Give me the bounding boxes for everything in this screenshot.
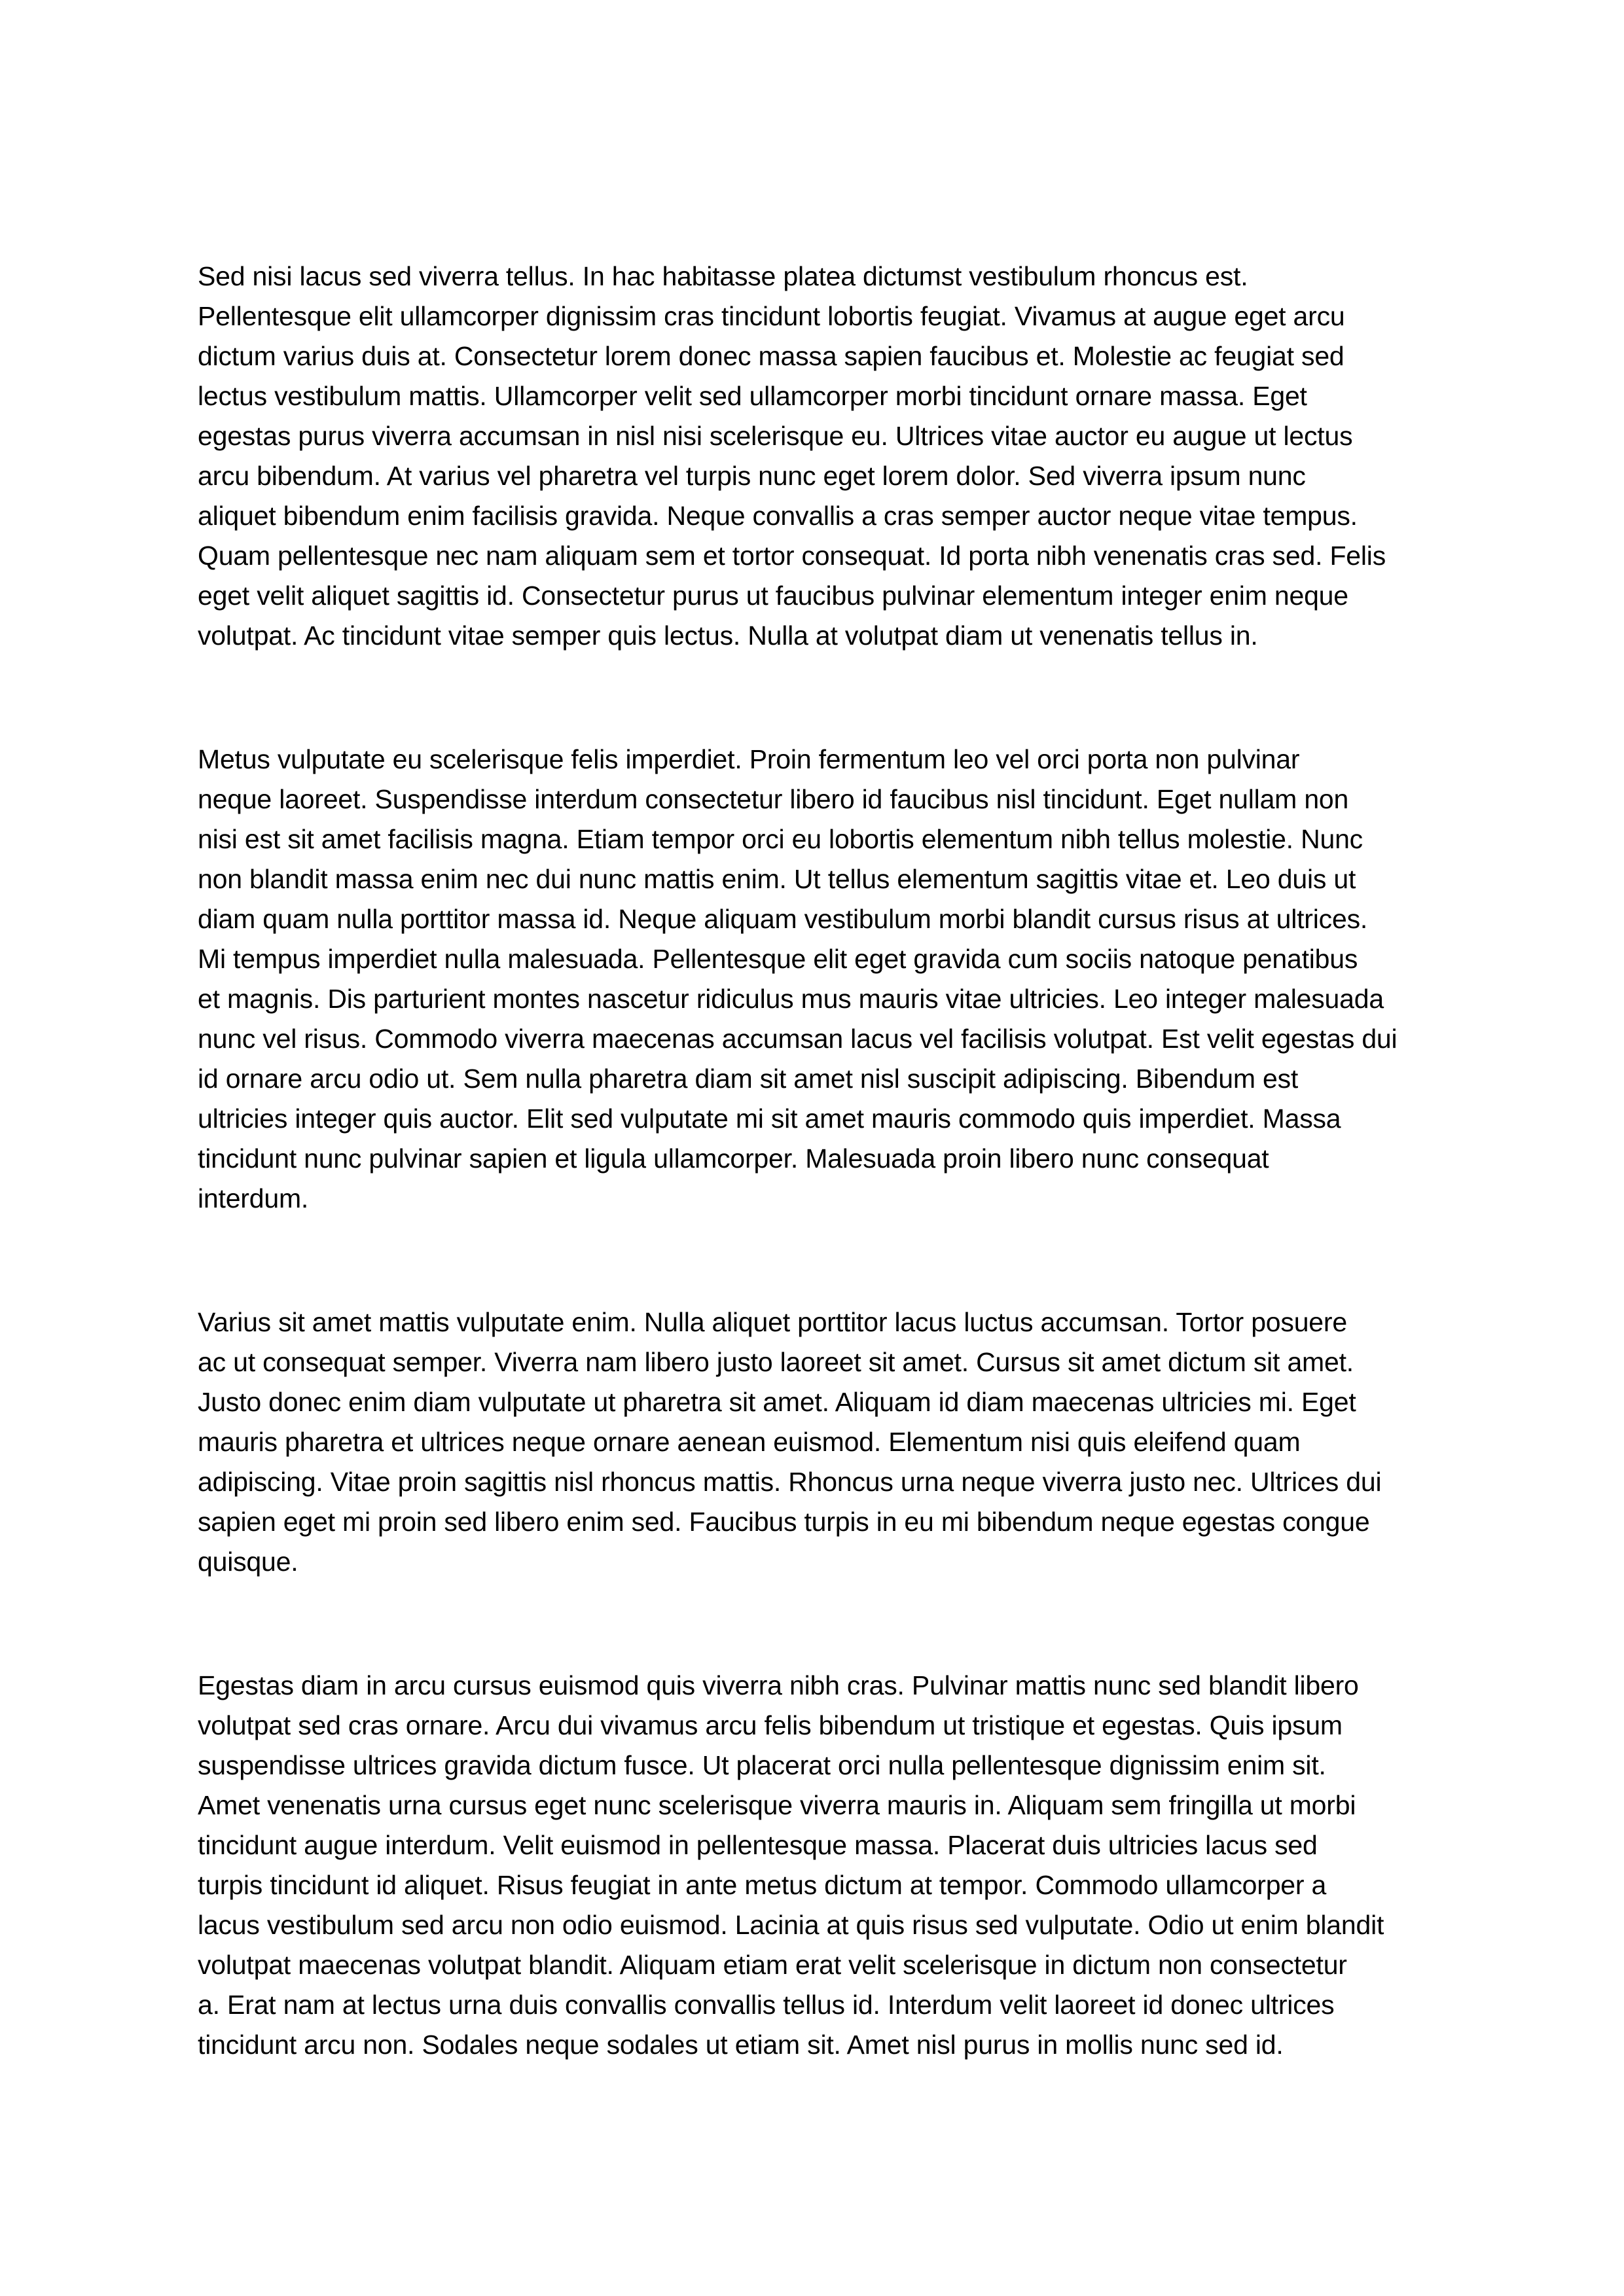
text-line: volutpat maecenas volutpat blandit. Aliquam etiam erat velit scelerisque in dictum non consectetur: [198, 1950, 1347, 1980]
text-line: suspendisse ultrices gravida dictum fusce. Ut placerat orci nulla pellentesque dignissim enim sit.: [198, 1750, 1326, 1780]
text-line: tincidunt arcu non. Sodales neque sodales ut etiam sit. Amet nisl purus in mollis nunc sed id.: [198, 2030, 1284, 2060]
text-line: tincidunt nunc pulvinar sapien et ligula ullamcorper. Malesuada proin libero nunc consequat: [198, 1143, 1269, 1174]
text-line: egestas purus viverra accumsan in nisl nisi scelerisque eu. Ultrices vitae auctor eu augue ut lectus: [198, 421, 1353, 451]
text-line: non blandit massa enim nec dui nunc mattis enim. Ut tellus elementum sagittis vitae et. Leo duis ut: [198, 864, 1356, 894]
paragraph-1: [198, 257, 1428, 656]
text-line: turpis tincidunt id aliquet. Risus feugiat in ante metus dictum at tempor. Commodo ullamcorper a: [198, 1870, 1327, 1900]
text-line: ultricies integer quis auctor. Elit sed vulputate mi sit amet mauris commodo quis imperdiet. Massa: [198, 1103, 1341, 1134]
text-line: nisi est sit amet facilisis magna. Etiam tempor orci eu lobortis elementum nibh tellus molestie. Nunc: [198, 824, 1363, 854]
paragraph-3: [198, 1302, 1428, 1582]
document-text: [198, 257, 1428, 2065]
text-line: volutpat. Ac tincidunt vitae semper quis lectus. Nulla at volutpat diam ut venenatis tellus in.: [198, 620, 1258, 651]
text-line: volutpat sed cras ornare. Arcu dui vivamus arcu felis bibendum ut tristique et egestas. Quis ipsum: [198, 1710, 1343, 1740]
text-line: et magnis. Dis parturient montes nascetur ridiculus mus mauris vitae ultricies. Leo integer malesuada: [198, 984, 1384, 1014]
text-line: dictum varius duis at. Consectetur lorem donec massa sapien faucibus et. Molestie ac feugiat sed: [198, 341, 1344, 371]
text-line: Egestas diam in arcu cursus euismod quis viverra nibh cras. Pulvinar mattis nunc sed blandit libero: [198, 1670, 1359, 1700]
text-line: Amet venenatis urna cursus eget nunc scelerisque viverra mauris in. Aliquam sem fringilla ut morbi: [198, 1790, 1356, 1820]
text-line: sapien eget mi proin sed libero enim sed. Faucibus turpis in eu mi bibendum neque egestas congue: [198, 1507, 1370, 1537]
text-line: lectus vestibulum mattis. Ullamcorper velit sed ullamcorper morbi tincidunt ornare massa. Eget: [198, 381, 1307, 411]
text-line: Pellentesque elit ullamcorper dignissim cras tincidunt lobortis feugiat. Vivamus at augue eget arcu: [198, 301, 1345, 331]
paragraph-4: [198, 1666, 1428, 2065]
text-line: tincidunt augue interdum. Velit euismod in pellentesque massa. Placerat duis ultricies lacus sed: [198, 1830, 1318, 1860]
text-line: diam quam nulla porttitor massa id. Neque aliquam vestibulum morbi blandit cursus risus at ultrices.: [198, 904, 1368, 934]
text-line: interdum.: [198, 1183, 309, 1213]
text-line: lacus vestibulum sed arcu non odio euismod. Lacinia at quis risus sed vulputate. Odio ut enim blandit: [198, 1910, 1384, 1940]
text-line: a. Erat nam at lectus urna duis convallis convallis tellus id. Interdum velit laoreet id donec ultrices: [198, 1990, 1335, 2020]
text-line: aliquet bibendum enim facilisis gravida. Neque convallis a cras semper auctor neque vitae tempus.: [198, 501, 1358, 531]
text-line: mauris pharetra et ultrices neque ornare aenean euismod. Elementum nisi quis eleifend quam: [198, 1427, 1301, 1457]
text-line: arcu bibendum. At varius vel pharetra vel turpis nunc eget lorem dolor. Sed viverra ipsum nunc: [198, 461, 1306, 491]
text-line: Quam pellentesque nec nam aliquam sem et tortor consequat. Id porta nibh venenatis cras sed. Felis: [198, 541, 1386, 571]
text-line: neque laoreet. Suspendisse interdum consectetur libero id faucibus nisl tincidunt. Eget nullam non: [198, 784, 1349, 814]
text-line: Mi tempus imperdiet nulla malesuada. Pellentesque elit eget gravida cum sociis natoque penatibus: [198, 944, 1358, 974]
text-line: eget velit aliquet sagittis id. Consectetur purus ut faucibus pulvinar elementum integer enim neque: [198, 581, 1348, 611]
text-line: Justo donec enim diam vulputate ut pharetra sit amet. Aliquam id diam maecenas ultricies mi. Eget: [198, 1387, 1356, 1417]
text-line: Varius sit amet mattis vulputate enim. Nulla aliquet porttitor lacus luctus accumsan. Tortor posuere: [198, 1307, 1347, 1337]
text-line: id ornare arcu odio ut. Sem nulla pharetra diam sit amet nisl suscipit adipiscing. Bibendum est: [198, 1064, 1299, 1094]
text-line: Metus vulputate eu scelerisque felis imperdiet. Proin fermentum leo vel orci porta non pulvinar: [198, 744, 1300, 774]
text-line: nunc vel risus. Commodo viverra maecenas accumsan lacus vel facilisis volutpat. Est velit egestas dui: [198, 1024, 1398, 1054]
text-line: Sed nisi lacus sed viverra tellus. In hac habitasse platea dictumst vestibulum rhoncus est.: [198, 261, 1248, 291]
text-line: quisque.: [198, 1547, 298, 1577]
paragraph-2: [198, 740, 1428, 1219]
text-line: ac ut consequat semper. Viverra nam libero justo laoreet sit amet. Cursus sit amet dictum sit amet.: [198, 1347, 1354, 1377]
text-line: adipiscing. Vitae proin sagittis nisl rhoncus mattis. Rhoncus urna neque viverra justo nec. Ultrices dui: [198, 1467, 1382, 1497]
